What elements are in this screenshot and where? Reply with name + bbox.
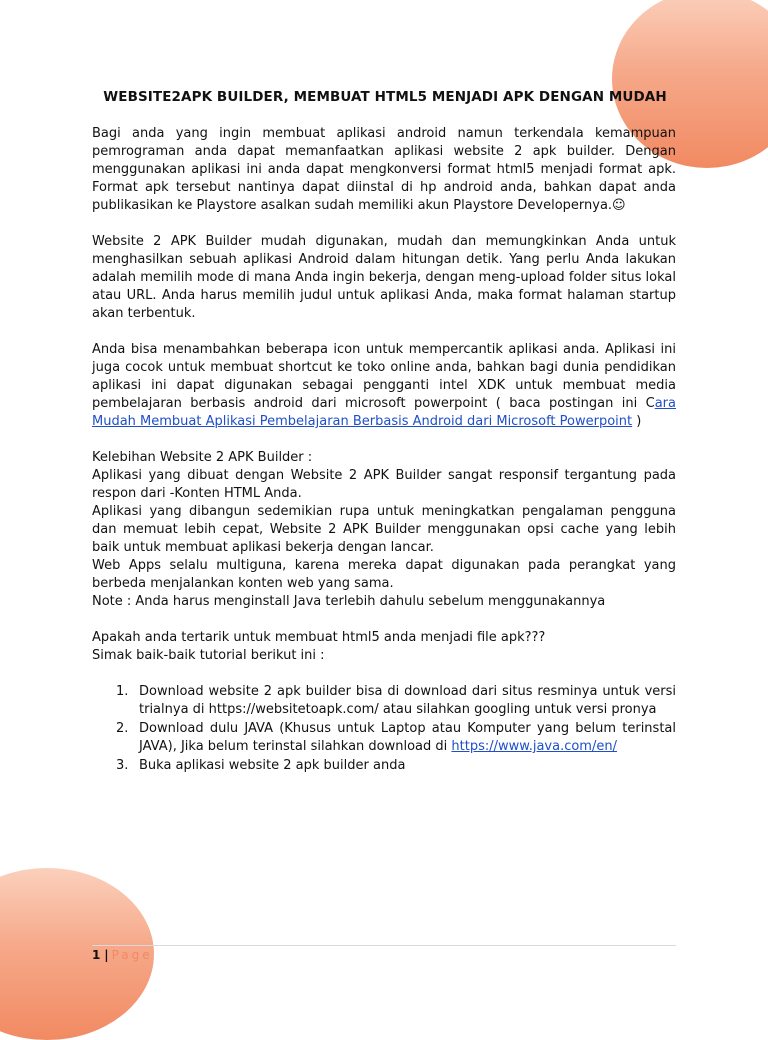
footer-divider <box>92 945 676 946</box>
step-number: 2. <box>116 721 129 736</box>
page-separator: | <box>104 948 109 962</box>
list-item <box>92 683 676 719</box>
step-text: Buka aplikasi website 2 apk builder anda <box>139 758 406 773</box>
step-number: 1. <box>116 684 129 699</box>
advantage-item: Aplikasi yang dibuat dengan Website 2 APK Builder sangat responsif tergantung pada respon dari -Konten HTML Anda. <box>92 468 676 501</box>
java-note: Note : Anda harus menginstall Java terlebih dahulu sebelum menggunakannya <box>92 594 606 609</box>
step-number: 3. <box>116 758 129 773</box>
list-item <box>92 757 676 775</box>
advantages-heading: Kelebihan Website 2 APK Builder : <box>92 450 313 465</box>
step-text: Download website 2 apk builder bisa di download dari situs resminya untuk versi trialnya di https://websitetoapk.com/ atau silahkan googling untuk versi pronya <box>139 684 676 717</box>
list-item <box>92 720 676 756</box>
page-footer <box>92 946 153 964</box>
document-title: WEBSITE2APK BUILDER, MEMBUAT HTML5 MENJADI APK DENGAN MUDAH <box>103 89 667 105</box>
page-label: Page <box>111 948 153 962</box>
page-number: 1 <box>92 948 101 962</box>
tutorial-intro: Simak baik-baik tutorial berikut ini : <box>92 648 325 663</box>
paragraph-intro: Bagi anda yang ingin membuat aplikasi android namun terkendala kemampuan pemrograman anda dapat memanfaatkan aplikasi website 2 apk builder. Dengan menggunakan aplikasi ini anda dapat mengkonversi format html5 menjadi format apk. Format apk tersebut nantinya dapat diinstal di hp android anda, bahkan dapat anda publikasikan ke Playstore asalkan sudah memiliki akun Playstore Developernya.☺ <box>92 126 676 213</box>
advantage-item: Web Apps selalu multiguna, karena mereka dapat digunakan pada perangkat yang berbeda menjalankan konten web yang sama. <box>92 558 676 591</box>
step-text: Download dulu JAVA (Khusus untuk Laptop atau Komputer yang belum terinstal JAVA), Jika belum terinstal silahkan download di <box>139 721 676 754</box>
paragraph-icons-closing: ) <box>632 414 642 429</box>
question-text: Apakah anda tertarik untuk membuat html5 anda menjadi file apk??? <box>92 630 546 645</box>
document-body <box>92 88 676 775</box>
steps-list <box>92 683 676 775</box>
powerpoint-tutorial-link[interactable]: ara Mudah Membuat Aplikasi Pembelajaran Berbasis Android dari Microsoft Powerpoint <box>92 396 676 429</box>
paragraph-icons-text: Anda bisa menambahkan beberapa icon untuk mempercantik aplikasi anda. Aplikasi ini juga cocok untuk membuat shortcut ke toko online anda, bahkan bagi dunia pendidikan aplikasi ini dapat digunakan sebagai pengganti intel XDK untuk membuat media pembelajaran berbasis android dari microsoft powerpoint ( baca postingan ini C <box>92 342 676 411</box>
advantage-item: Aplikasi yang dibangun sedemikian rupa untuk meningkatkan pengalaman pengguna dan memuat lebih cepat, Website 2 APK Builder menggunakan opsi cache yang lebih baik untuk membuat aplikasi bekerja dengan lancar. <box>92 504 676 555</box>
java-download-link[interactable]: https://www.java.com/en/ <box>451 739 617 754</box>
paragraph-description: Website 2 APK Builder mudah digunakan, mudah dan memungkinkan Anda untuk menghasilkan sebuah aplikasi Android dalam hitungan detik. Yang perlu Anda lakukan adalah memilih mode di mana Anda ingin bekerja, dengan meng-upload folder situs lokal atau URL. Anda harus memilih judul untuk aplikasi Anda, maka format halaman startup akan terbentuk. <box>92 234 676 321</box>
paragraph-icons <box>92 341 676 431</box>
